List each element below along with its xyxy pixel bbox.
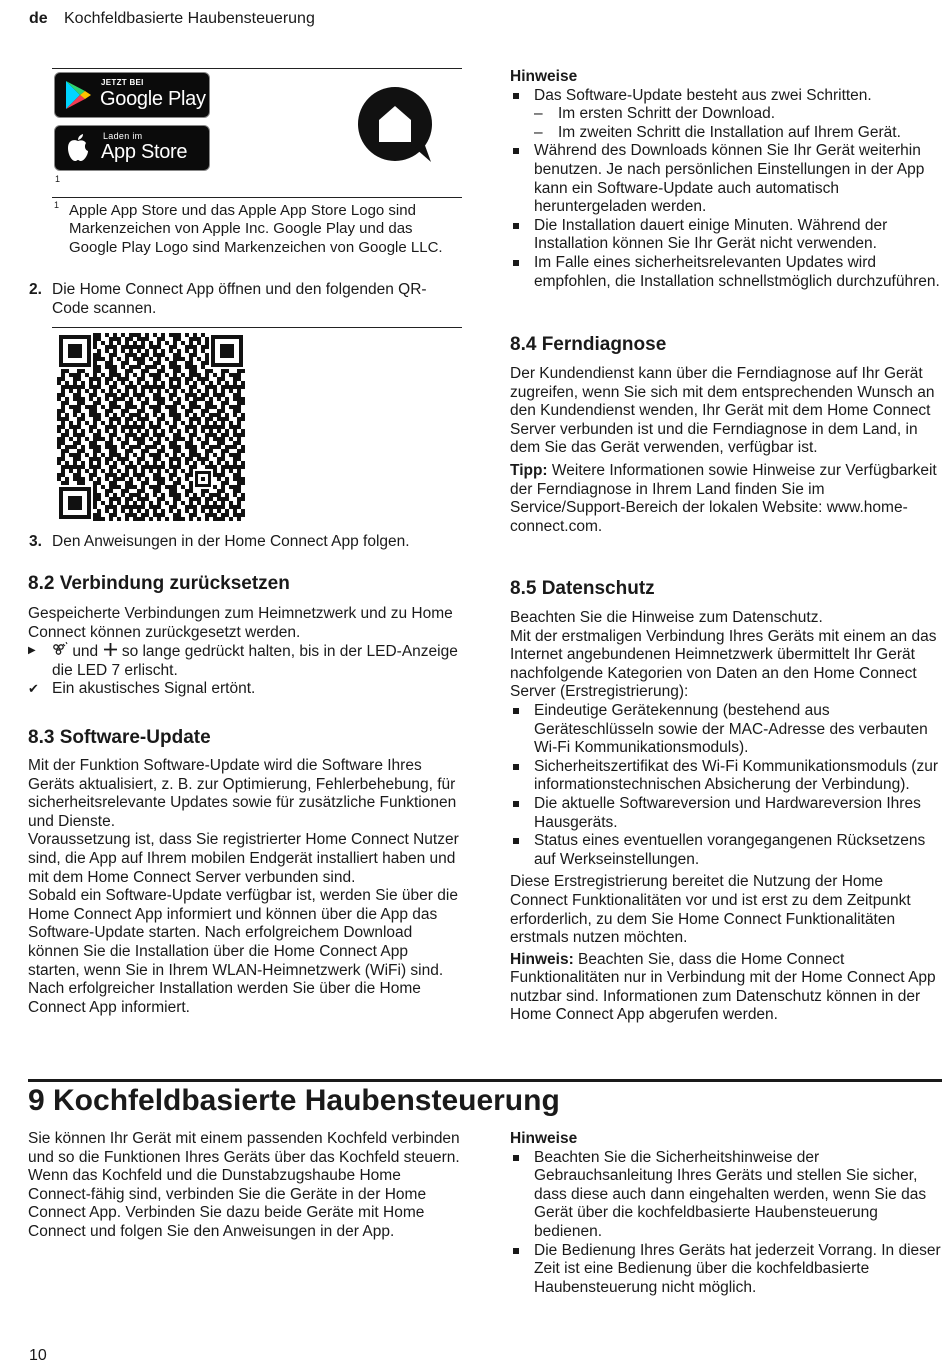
app-store-badge: [54, 125, 210, 171]
section-8-3-heading: 8.3 Software-Update: [28, 727, 211, 748]
google-badge-small-text: JETZT BEI: [101, 78, 144, 87]
hint-item: Die Installation dauert einige Minuten. Während der Installation können Sie Ihr Gerät nicht verwenden.: [510, 217, 942, 254]
section-8-4-paragraph: Der Kundendienst kann über die Ferndiagnose auf Ihr Gerät zugreifen, wenn Sie sich mit dem entsprechenden Wunsch an den Kundendienst wenden, Ihr Gerät mit dem Home Connect Server verbunden ist und die Ferndiagnose in dem Land, in dem Sie das Gerät verwenden, verfügbar ist.: [510, 365, 935, 457]
section-8-4-heading: 8.4 Ferndiagnose: [510, 334, 667, 355]
hint-item: Die Bedienung Ihres Geräts hat jederzeit Vorrang. In dieser Zeit ist eine Bedienung über die kochfeldbasierte Haubensteuerung nicht möglich.: [510, 1242, 942, 1298]
action-arrow-icon: ▶: [28, 645, 36, 657]
chapter-9-paragraph-1: Sie können Ihr Gerät mit einem passenden Kochfeld verbinden und so die Funktionen Ihres Geräts über das Kochfeld steuern.: [28, 1130, 460, 1166]
tip-label: Tipp:: [510, 461, 548, 479]
hint-item: Das Software-Update besteht aus zwei Schritten. – Im ersten Schritt der Download. – Im zweiten Schritt die Installation auf Ihrem Gerät.: [510, 87, 942, 143]
google-play-badge: [54, 72, 210, 118]
language-code: de: [29, 10, 48, 27]
section-8-3-paragraph-3: Sobald ein Software-Update verfügbar ist, werden Sie über die Home Connect App informiert und können über die App das Software-Update starten. Nach erfolgreichem Download können Sie die Installation über die Home Connect App starten, wenn Sie in Ihrem WLAN-Heimnetzwerk (WiFi) sind. Nach erfolgreicher Installation werden Sie über die Home Connect App informiert.: [28, 887, 458, 1016]
data-category-item: Sicherheitszertifikat des Wi-Fi Kommunikationsmoduls (zur informationstechnischen Absicherung der Verbindung).: [510, 758, 942, 795]
app-store-badge-small-text: Laden im: [103, 131, 143, 141]
note-label: Hinweis:: [510, 950, 574, 968]
footnote-text: Apple App Store und das Apple App Store Logo sind Markenzeichen von Apple Inc. Google Play und das Google Play Logo sind Markenzeichen von Google LLC.: [69, 202, 443, 256]
data-category-item: Eindeutige Gerätekennung (bestehend aus Geräteschlüsseln sowie der MAC-Adresse des verbauten Wi-Fi Kommunikationsmoduls).: [510, 702, 942, 758]
qr-top-rule: [52, 327, 462, 328]
hint-subitem: – Im ersten Schritt der Download.: [534, 105, 942, 124]
step-text: Den Anweisungen in der Home Connect App folgen.: [52, 533, 410, 550]
checkmark-icon: ✔: [28, 681, 39, 697]
apple-icon: [65, 133, 91, 163]
wifi-button-icon: [52, 642, 68, 657]
qr-code-image: [57, 333, 245, 521]
figure-bottom-rule: [52, 197, 462, 198]
hints-heading-2: Hinweise: [510, 1130, 578, 1147]
section-8-5-paragraph-2: Mit der erstmaligen Verbindung Ihres Geräts mit einem an das Internet angebundenen Heimnetzwerk übermittelt Ihr Gerät nachfolgende Kategorien von Daten an den Home Connect Server (Erstregistrierung):: [510, 627, 937, 701]
section-8-3-paragraph-1: Mit der Funktion Software-Update wird die Software Ihres Geräts aktualisiert, z. B. zur Optimierung, Fehlerbehebung, für sicherheitsrelevante Updates sowie für zusätzliche Funktionen und Dienste.: [28, 757, 457, 830]
section-8-3-paragraph-2: Voraussetzung ist, dass Sie registrierter Home Connect Nutzer sind, die App auf Ihrem mobilen Endgerät installiert haben und mit dem Home Connect Server verbunden sind.: [28, 831, 459, 886]
hint-item: Während des Downloads können Sie Ihr Gerät weiterhin benutzen. Je nach persönlichen Einstellungen in der App kann ein Software-Update auch automatisch heruntergeladen werden.: [510, 142, 942, 216]
data-categories-list: [510, 702, 942, 869]
home-connect-icon: [357, 86, 435, 164]
figure-label: 1: [55, 174, 61, 184]
action-result: [28, 680, 460, 699]
step-3: [29, 533, 469, 553]
hint-sublist: [534, 105, 942, 142]
hint-subitem: – Im zweiten Schritt die Installation auf Ihrem Gerät.: [534, 124, 942, 143]
tip-text: Weitere Informationen sowie Hinweise zur Verfügbarkeit der Ferndiagnose in Ihrem Land finden Sie im Service/Support-Bereich der lokalen Website: www.home-connect.com.: [510, 461, 937, 535]
hints-heading: Hinweise: [510, 68, 578, 85]
note-paragraph: [510, 951, 942, 1025]
section-8-5-heading: 8.5 Datenschutz: [510, 578, 655, 599]
google-play-icon: [64, 79, 92, 111]
data-category-item: Die aktuelle Softwareversion und Hardwareversion Ihres Hausgeräts.: [510, 795, 942, 832]
google-badge-big-text: Google Play: [100, 88, 206, 110]
hint-item: Im Falle eines sicherheitsrelevanten Updates wird empfohlen, die Installation schnellstmöglich durchzuführen.: [510, 254, 942, 291]
data-category-item: Status eines eventuellen vorangegangenen Rücksetzens auf Werkseinstellungen.: [510, 832, 942, 869]
section-8-5-paragraph-1: Beachten Sie die Hinweise zum Datenschutz.: [510, 609, 823, 626]
hints-list: [510, 87, 942, 292]
tip-paragraph: [510, 462, 942, 536]
step-text: Die Home Connect App öffnen und den folgenden QR-Code scannen.: [52, 281, 427, 317]
action-result-text: Ein akustisches Signal ertönt.: [52, 680, 256, 698]
step-number: 2.: [29, 281, 42, 298]
page-number: 10: [29, 1347, 47, 1364]
step-2: [29, 281, 461, 321]
plus-button-icon: [103, 642, 118, 657]
footnote-number: 1: [54, 200, 60, 210]
section-8-2-intro: Gespeicherte Verbindungen zum Heimnetzwerk und zu Home Connect können zurückgesetzt werden.: [28, 605, 453, 641]
running-header-title: Kochfeldbasierte Haubensteuerung: [64, 10, 315, 27]
section-8-5-paragraph-3: Diese Erstregistrierung bereitet die Nutzung der Home Connect Funktionalitäten vor und ist erst zu dem Zeitpunkt erforderlich, zu dem Sie Home Connect Funktionalitäten erstmals nutzen möchten.: [510, 873, 911, 947]
action-step: [28, 642, 460, 680]
step-number: 3.: [29, 533, 42, 550]
chapter-rule: [28, 1079, 942, 1082]
hint-item: Beachten Sie die Sicherheitshinweise der Gebrauchsanleitung Ihres Geräts und stellen Sie sicher, dass diese auch dann eingehalten werden, wenn Sie das Gerät über die kochfeldbasierte Haubensteuerung bedienen.: [510, 1149, 942, 1242]
chapter-9-paragraph-2: Wenn das Kochfeld und die Dunstabzugshaube Home Connect-fähig sind, verbinden Sie die Geräte in der Home Connect App. Verbinden Sie dazu beide Geräte mit Home Connect und folgen Sie den Anweisungen in der App.: [28, 1167, 427, 1240]
app-store-badge-big-text: App Store: [101, 141, 188, 163]
section-8-2-heading: 8.2 Verbindung zurücksetzen: [28, 573, 290, 594]
figure-top-rule: [52, 68, 462, 69]
action-text: so lange gedrückt halten, bis in der LED-Anzeige die LED 7 erlischt.: [52, 643, 458, 679]
chapter-9-heading: 9 Kochfeldbasierte Haubensteuerung: [28, 1084, 560, 1117]
action-text-and: und: [72, 643, 99, 661]
hints-list-2: [510, 1149, 942, 1298]
note-text: Beachten Sie, dass die Home Connect Funktionalitäten nur in Verbindung mit der Home Connect App nutzbar sind. Informationen zum Datenschutz können in der Home Connect App abgerufen werden.: [510, 950, 936, 1024]
